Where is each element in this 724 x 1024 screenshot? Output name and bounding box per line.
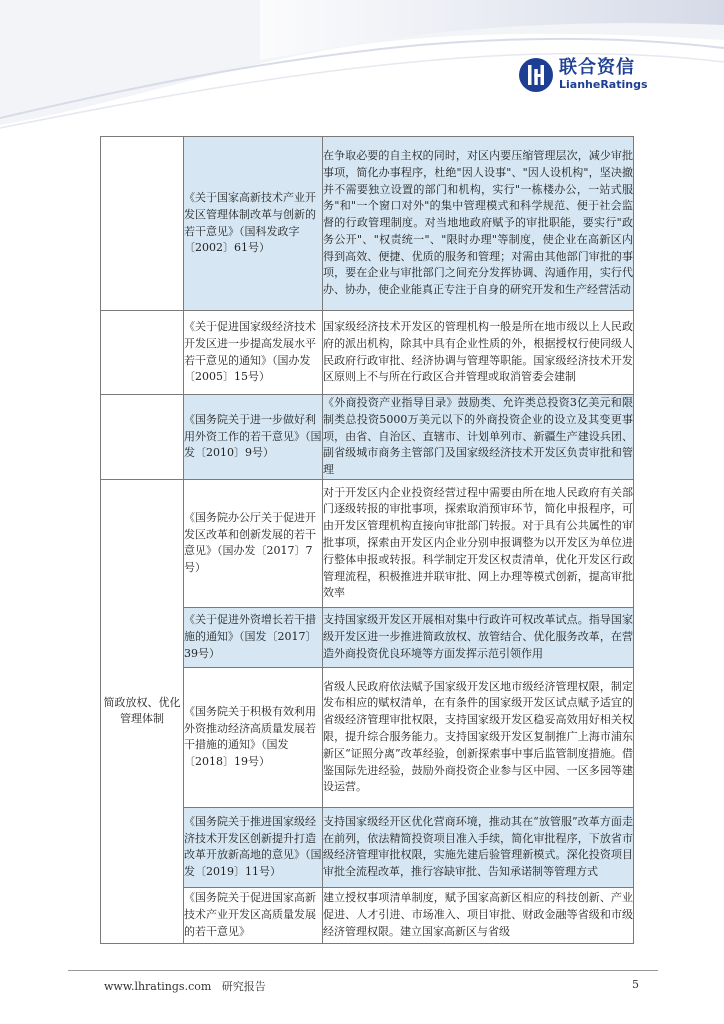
policy-description: 支持国家级开发区开展相对集中行政许可权改革试点。指导国家级开发区进一步推进简政放权、放管结合、优化服务改革，在营造外商投资优良环境等方面发挥示范引领作用 [323,607,634,667]
policy-document-name: 《关于国家高新技术产业开发区管理体制改革与创新的若干意见》（国科发政字〔2002〕61号） [184,137,323,311]
policy-description: 国家级经济技术开发区的管理机构一般是所在地市级以上人民政府的派出机构，除其中具有企业性质的外，根据授权行使同级人民政府行政审批、经济协调与管理等职能。国家级经济技术开发区原则上不与所在行政区合并管理或取消管委会建制 [323,311,634,395]
table-row [101,137,634,311]
table-row [101,395,634,480]
footer-divider [68,970,658,971]
policy-document-name: 《国务院关于推进国家级经济技术开发区创新提升打造改革开放新高地的意见》（国发〔2019〕11号） [184,807,323,887]
policy-description: 支持国家级经开区优化营商环境，推动其在“放管服”改革方面走在前列，依法精简投资项目准入手续，简化审批程序，下放省市级经济管理审批权限，实施先建后验管理新模式。深化投资项目审批全流程改革，推行容缺审批、告知承诺制等管理方式 [323,807,634,887]
table-row [101,479,634,607]
table-row [101,311,634,395]
policy-document-name: 《国务院关于进一步做好利用外资工作的若干意见》（国发〔2010〕9号） [184,395,323,480]
brand-logo [518,57,648,93]
policy-description: 省级人民政府依法赋予国家级开发区地市级经济管理权限，制定发布相应的赋权清单，在有条件的国家级开发区试点赋予适宜的省级经济管理审批权限，支持国家级开发区稳妥高效用好相关权限，提升综合服务能力。支持国家级开发区复制推广上海市浦东新区“证照分离”改革经验，创新探索事中事后监管制度措施。借鉴国际先进经验，鼓励外商投资企业参与区中园、一区多园等建设运营。 [323,667,634,807]
policy-description: 《外商投资产业指导目录》鼓励类、允许类总投资3亿美元和限制类总投资5000万美元以下的外商投资企业的设立及其变更事项，由省、自治区、直辖市、计划单列市、新疆生产建设兵团、副省级城市商务主管部门及国家级经济技术开发区负责审批和管理 [323,395,634,480]
page-number: 5 [632,978,639,991]
category-cell-blank [101,137,184,311]
policy-document-name: 《国务院关于积极有效利用外资推动经济高质量发展若干措施的通知》（国发〔2018〕19号） [184,667,323,807]
category-cell-blank [101,311,184,395]
policy-table [100,136,634,944]
footer-website: www.lhratings.com [104,980,212,993]
footer-source [104,978,266,994]
policy-description: 在争取必要的自主权的同时，对区内要压缩管理层次，减少审批事项，简化办事程序，杜绝"因人设事"、"因人设机构"，坚决撤并不需要独立设置的部门和机构，实行"一栋楼办公，一站式服务"和"一个窗口对外"的集中管理模式和科学规范、便于社会监督的行政管理制度。对当地地政府赋予的审批职能，要实行"政务公开"、"权责统一"、"限时办理"等制度，使企业在高新区内得到高效、便捷、优质的服务和管理；对需由其他部门审批的事项，要在企业与审批部门之间充分发挥协调、沟通作用，实行代办、协办，使企业能真正专注于自身的研究开发和生产经营活动 [323,137,634,311]
brand-name-en: LianheRatings [559,78,648,91]
category-cell-blank [101,395,184,480]
policy-description: 对于开发区内企业投资经营过程中需要由所在地人民政府有关部门逐级转报的审批事项，探索取消预审环节，简化申报程序，可由开发区管理机构直接向审批部门转报。对于具有公共属性的审批事项，探索由开发区内企业分别申报调整为以开发区为单位进行整体申报或转报。科学制定开发区权责清单，优化开发区行政管理流程，积极推进并联审批、网上办理等模式创新，提高审批效率 [323,479,634,607]
policy-document-name: 《关于促进外资增长若干措施的通知》（国发〔2017〕39号） [184,607,323,667]
policy-document-name: 《国务院关于促进国家高新技术产业开发区高质量发展的若干意见》 [184,887,323,943]
footer-report-type: 研究报告 [221,980,266,993]
policy-document-name: 《国务院办公厅关于促进开发区改革和创新发展的若干意见》（国办发〔2017〕7号） [184,479,323,607]
lianhe-logo-icon [518,57,554,93]
policy-document-name: 《关于促进国家级经济技术开发区进一步提高发展水平若干意见的通知》（国办发〔2005〕15号） [184,311,323,395]
category-cell: 简政放权、优化管理体制 [101,479,184,943]
brand-name-cn: 联合资信 [559,57,635,78]
policy-description: 建立授权事项清单制度，赋予国家高新区相应的科技创新、产业促进、人才引进、市场准入、项目审批、财政金融等省级和市级经济管理权限。建立国家高新区与省级 [323,887,634,943]
